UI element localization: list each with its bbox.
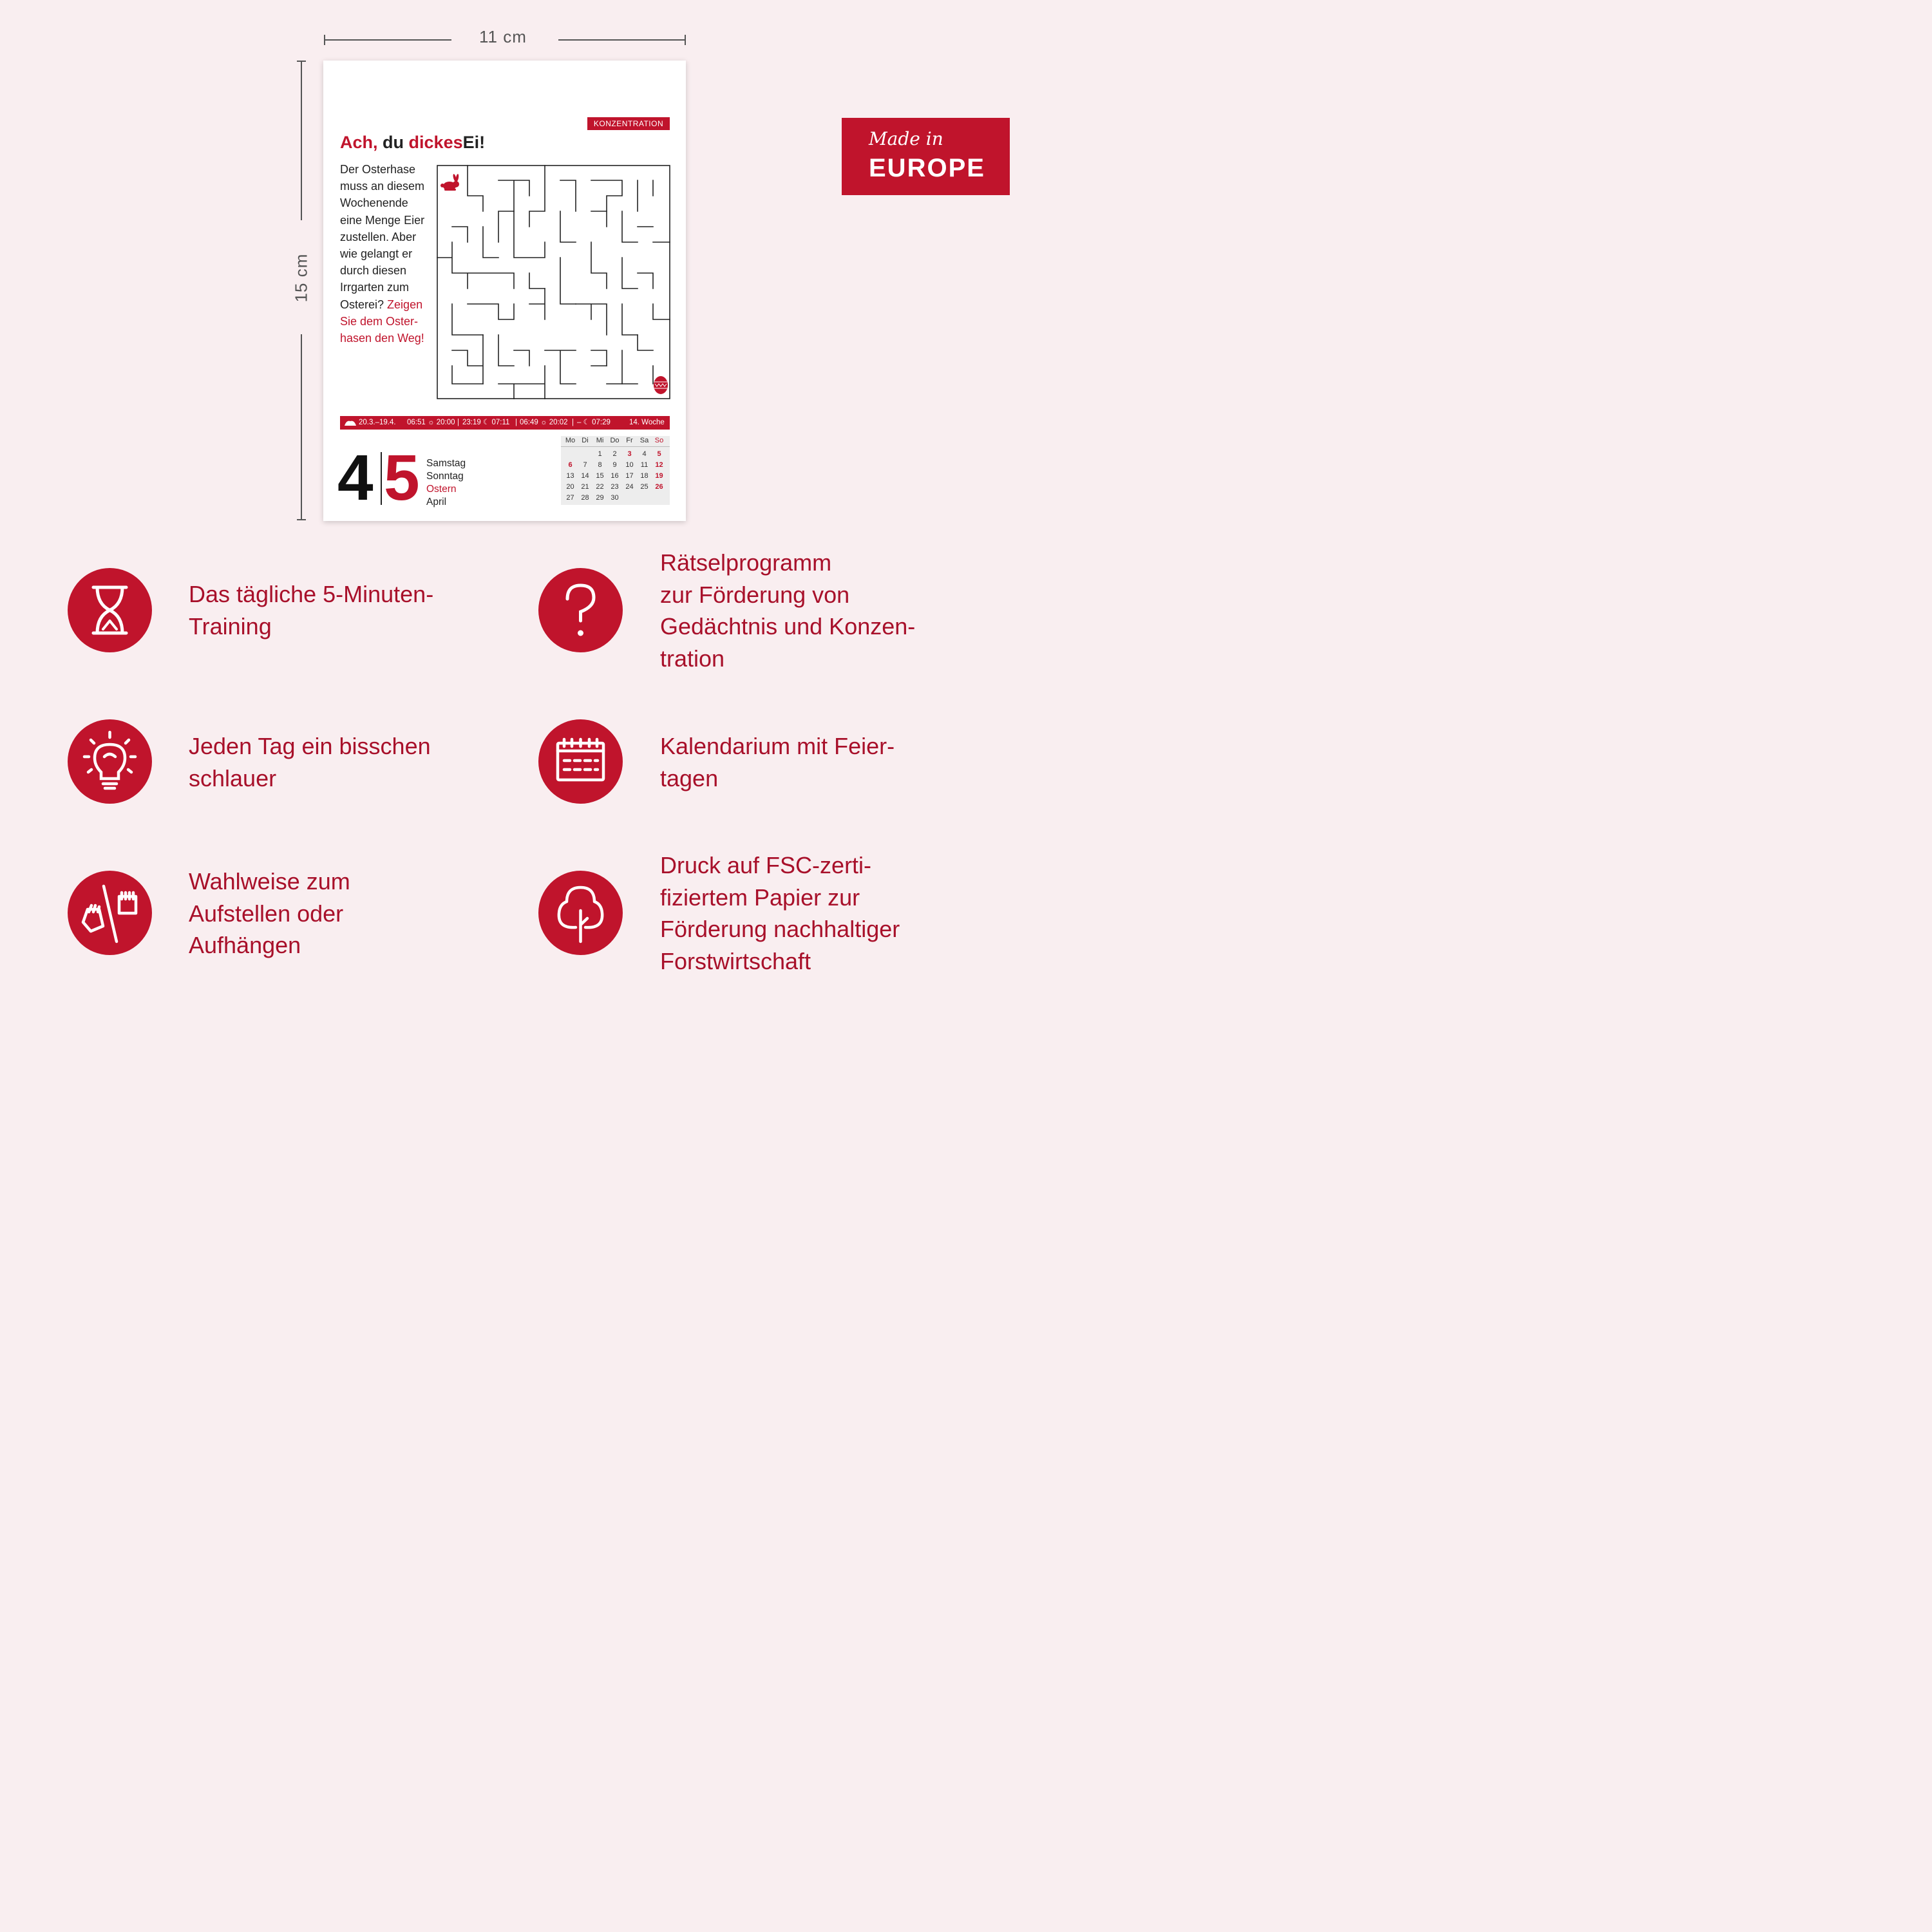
- mini-calendar-day: 28: [581, 494, 589, 502]
- feature-line: fiziertem Papier zur: [660, 884, 860, 911]
- headline-part-1: Ach,: [340, 133, 378, 152]
- mini-calendar-day: 14: [581, 472, 589, 480]
- calendar-icon: [538, 719, 623, 804]
- intro-line: [340, 296, 437, 313]
- intro-line: durch diesen: [340, 264, 407, 278]
- headline-part-3: dickes: [408, 133, 463, 152]
- intro-line: Wochenende: [340, 196, 408, 210]
- feature-line: Rätselprogramm: [660, 549, 832, 576]
- holiday-name: Ostern: [426, 484, 457, 495]
- intro-question: Osterei?: [340, 298, 384, 311]
- intro-task: Zeigen: [387, 298, 423, 311]
- feature-line: tagen: [660, 764, 719, 791]
- headline-part-4: Ei!: [462, 133, 486, 152]
- mini-calendar-day: 20: [566, 483, 574, 491]
- easter-egg-icon: [652, 375, 669, 395]
- mini-calendar-day: 17: [625, 472, 634, 480]
- intro-line: Irrgarten zum: [340, 281, 410, 294]
- mini-calendar-day: 30: [611, 494, 619, 502]
- feature-daily-training: [189, 578, 433, 642]
- feature-smarter-daily: [189, 730, 431, 794]
- week-number: 14. Woche: [629, 419, 665, 426]
- strip-divider: |: [457, 419, 459, 426]
- badge-main-text: EUROPE: [869, 154, 985, 182]
- intro-line: Der Osterhase: [340, 163, 416, 176]
- mini-calendar-day: 10: [625, 461, 634, 469]
- mini-calendar-day: 8: [598, 461, 602, 469]
- mini-calendar-day: 15: [596, 472, 604, 480]
- stand-hang-calendar-icon: [68, 871, 152, 955]
- mini-calendar-day: 6: [568, 461, 573, 469]
- mini-calendar-day: 3: [627, 450, 632, 458]
- feature-line: Wahlweise zum: [189, 868, 350, 895]
- feature-line: schlauer: [189, 764, 277, 791]
- mini-calendar-day: 24: [625, 483, 634, 491]
- saturday-moon-times: 23:19 ☾ 07:11: [462, 419, 510, 426]
- feature-line: Förderung nachhaltiger: [660, 916, 900, 942]
- mini-calendar-day: 5: [657, 450, 661, 458]
- height-dimension: [289, 61, 314, 521]
- feature-line: Gedächtnis und Konzen-: [660, 613, 916, 639]
- question-mark-icon: [538, 568, 623, 652]
- mini-calendar-day: 22: [596, 483, 604, 491]
- strip-divider: |: [515, 419, 517, 426]
- rabbit-icon: [439, 174, 462, 193]
- mini-calendar-day: 2: [612, 450, 617, 458]
- hourglass-icon: [68, 568, 152, 652]
- weekday-header: Do: [610, 437, 620, 444]
- width-dimension: [324, 26, 687, 52]
- feature-holidays: [660, 730, 895, 794]
- feature-line: tration: [660, 645, 725, 672]
- sunday-sun-times: 06:49 ☼ 20:02: [520, 419, 568, 426]
- intro-line: eine Menge Eier: [340, 213, 425, 227]
- intro-line: muss an diesem: [340, 180, 425, 193]
- feature-line: Forstwirtschaft: [660, 947, 811, 974]
- astro-info-strip: [340, 416, 670, 430]
- feature-fsc-paper: [660, 849, 900, 977]
- mini-calendar-day: 16: [611, 472, 619, 480]
- weekday-header: Di: [582, 437, 589, 444]
- mini-calendar-day: 18: [640, 472, 649, 480]
- puzzle-intro: [340, 161, 437, 346]
- day-number-sunday: 5: [384, 442, 417, 514]
- mini-calendar-day: 4: [642, 450, 647, 458]
- weekday-header: Sa: [639, 437, 649, 444]
- day-number-saturday: 4: [337, 442, 371, 514]
- strip-divider: |: [572, 419, 574, 426]
- mini-calendar-day: 13: [566, 472, 574, 480]
- weekday-header: Fr: [626, 437, 633, 444]
- mini-calendar-day: 25: [640, 483, 649, 491]
- maze-grid: [437, 165, 670, 399]
- saturday-sun-times: 06:51 ☼ 20:00: [407, 419, 455, 426]
- mini-calendar-day: 27: [566, 494, 574, 502]
- intro-task-line: hasen den Weg!: [340, 332, 424, 345]
- intro-line: wie gelangt er: [340, 247, 413, 261]
- weekday-saturday: Samstag: [426, 458, 466, 469]
- feature-line: Aufhängen: [189, 932, 301, 958]
- puzzle-headline: [340, 133, 485, 153]
- mini-calendar-day: 21: [581, 483, 589, 491]
- calendar-page: [323, 61, 686, 521]
- intro-line: zustellen. Aber: [340, 230, 417, 243]
- intro-task-line: Sie dem Oster-: [340, 314, 419, 328]
- feature-line: zur Förderung von: [660, 581, 850, 608]
- month-name: April: [426, 497, 447, 507]
- tree-icon: [538, 871, 623, 955]
- weekday-header: So: [654, 437, 664, 444]
- category-tag: KONZENTRATION: [587, 117, 670, 130]
- day-labels: [426, 457, 466, 509]
- day-divider: [381, 452, 382, 505]
- feature-line: Das tägliche 5-Minuten-: [189, 581, 434, 607]
- mini-calendar-day: 1: [598, 450, 602, 458]
- feature-line: Jeden Tag ein bisschen: [189, 733, 431, 759]
- feature-line: Kalendarium mit Feier-: [660, 733, 895, 759]
- mini-month-calendar: [561, 436, 670, 505]
- headline-part-2: du: [383, 133, 404, 152]
- mini-calendar-day: 29: [596, 494, 604, 502]
- mini-calendar-day: 19: [655, 472, 663, 480]
- weekday-sunday: Sonntag: [426, 471, 464, 482]
- made-in-europe-badge: [842, 118, 1010, 195]
- maze-puzzle: [437, 165, 670, 399]
- mini-calendar-day: 7: [583, 461, 587, 469]
- feature-stand-or-hang: [189, 866, 350, 961]
- lightbulb-icon: [68, 719, 152, 804]
- mini-calendar-day: 11: [640, 461, 649, 469]
- mini-calendar-day: 26: [655, 483, 663, 491]
- mini-calendar-day: 9: [612, 461, 617, 469]
- badge-script-text: Made in: [869, 128, 943, 149]
- feature-line: Training: [189, 612, 272, 639]
- width-label: 11 cm: [479, 27, 527, 46]
- mini-calendar-header: [561, 436, 670, 447]
- feature-line: Druck auf FSC-zerti-: [660, 852, 872, 878]
- height-label: 15 cm: [291, 253, 311, 303]
- zodiac-dates: 20.3.–19.4.: [359, 419, 396, 426]
- feature-line: Aufstellen oder: [189, 900, 344, 927]
- feature-puzzle-program: [660, 547, 915, 674]
- mini-calendar-day: 23: [611, 483, 619, 491]
- mini-calendar-day: 12: [655, 461, 663, 469]
- sunday-moon-times: – ☾ 07:29: [577, 419, 611, 426]
- weekday-header: Mo: [565, 437, 576, 444]
- aries-zodiac-icon: [344, 419, 357, 426]
- weekday-header: Mi: [596, 437, 604, 444]
